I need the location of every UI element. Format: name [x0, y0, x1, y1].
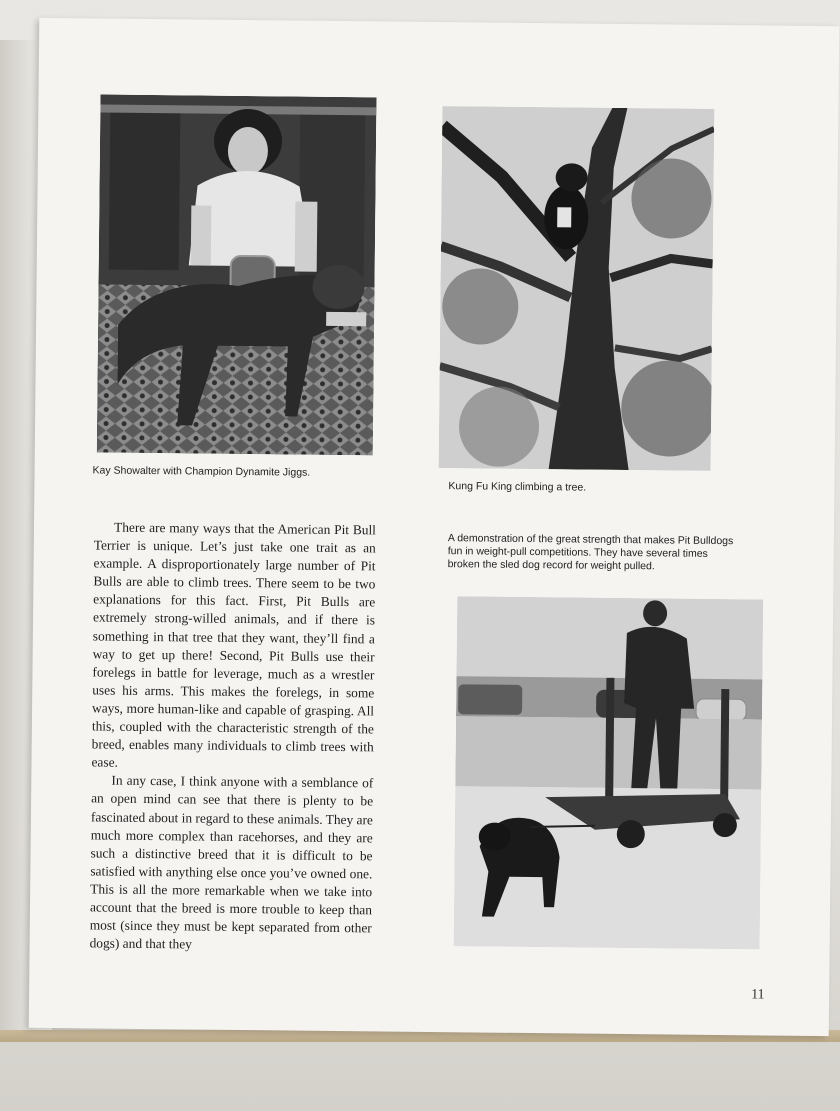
page-number: 11 — [751, 987, 765, 1003]
caption-photo-2: Kung Fu King climbing a tree. — [448, 480, 587, 494]
caption-photo-3: A demonstration of the great strength that makes Pit Bulldogs fun in weight-pull competitions. They have several times broken the sled dog record for weight pulled. — [447, 532, 734, 573]
paragraph-2: In any case, I think anyone with a semblance of an open mind can see that there is plenty to be fascinated about in regard to these animals. They are much more complex than racehorses, and they are such a distinctive breed that it is difficult to be satisfied with anything else once you’ve owned one. This is all the more remarkable when we take into account that the breed is more trouble to keep than most (since they must be kept separated from other dogs) and that they — [89, 772, 374, 952]
caption-photo-1: Kay Showalter with Champion Dynamite Jiggs. — [92, 464, 311, 479]
book-page — [29, 18, 840, 1036]
photo-dog-in-tree — [439, 106, 715, 471]
paragraph-1: There are many ways that the American Pit Bull Terrier is unique. Let’s just take one trait as an example. A disproportionately large number of Pit Bulls are able to climb trees. There seem to be two explanations for this fact. First, Pit Bulls are extremely strong-willed animals, and if there is something in that tree that they want, they’ll find a way to get up there! Second, Pit Bulls use their forelegs in battle for leverage, much as a wrestler uses his arms. This makes the forelegs, in some ways, more human-like and capable of grasping. All this, coupled with the characteristic strength of the breed, enables many individuals to climb trees with ease. — [91, 519, 377, 770]
body-text — [90, 518, 377, 955]
photo-woman-with-dog — [97, 94, 377, 455]
photo-weight-pull — [454, 596, 764, 949]
